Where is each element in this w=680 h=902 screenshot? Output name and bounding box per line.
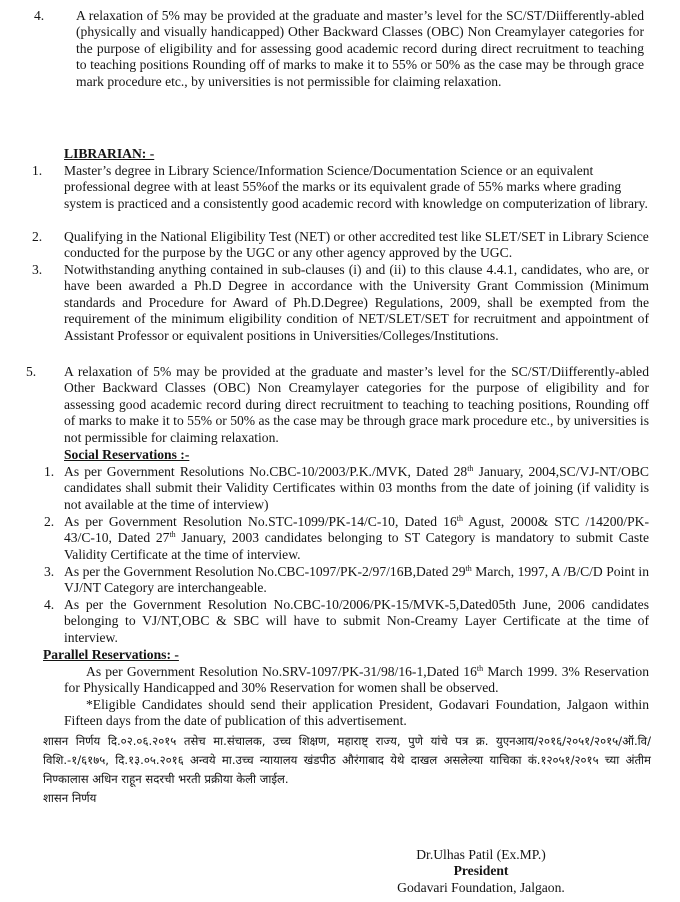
application-instructions: *Eligible Candidates should send their application President, Godavari Foundation, Jalgaon within Fifteen days from the date of publication of this advertisement.: [64, 697, 649, 729]
item-text: Notwithstanding anything contained in sub-clauses (i) and (ii) to this clause 4.4.1, candidates, who are, or have been awarded a Ph.D Degree in accordance with the University Grant Commission (Minimum standards and Procedure for Award of Ph.D.Degree) Regulations, 2009, shall be exempted from the requirement of the minimum eligibility condition of NET/SLET/SET for recruitment and appointment of Assistant Professor or equivalent positions in Universities/Colleges/Institutions.: [64, 262, 649, 343]
section-heading-social-reservations: Social Reservations :-: [64, 447, 190, 462]
item-number: 1.: [32, 163, 43, 178]
item-number: 1.: [44, 464, 55, 479]
item-text: As per Government Resolutions No.CBC-10/2003/P.K./MVK, Dated 28th January, 2004,SC/VJ-NT/OBC candidates shall submit their Validity Certificates within 03 months from the date of joining (if validity is not available at the time of interview): [64, 464, 649, 512]
section-heading-librarian: LIBRARIAN: -: [64, 146, 155, 161]
item-text: As per the Government Resolution No.CBC-1097/PK-2/97/16B,Dated 29th March, 1997, A /B/C/D Point in VJ/NT Category are interchangeable.: [64, 564, 650, 596]
item-number: 4.: [34, 8, 45, 23]
item-number: 5.: [26, 364, 37, 379]
signatory-title: President: [453, 863, 509, 879]
item-text: Qualifying in the National Eligibility Test (NET) or other accredited test like SLET/SET in Library Science conducted for the purpose by the UGC or any other agency approved by the UGC.: [64, 229, 649, 261]
signatory-name: Dr.Ulhas Patil (Ex.MP.): [416, 847, 546, 862]
item-number: 3.: [32, 262, 43, 277]
item-text: A relaxation of 5% may be provided at the graduate and master’s level for the SC/ST/Diifferently-abled (physically and visually handicapped) Other Backward Classes (OBC) Non Creamylayer categories for the purpose of eligibility and for assessing good academic record during direct recruitment to teaching to teaching positions Rounding off of marks to make it to 55% or 50% as the case may be through grace mark procedure etc., by universities is not permissible for claiming relaxation.: [76, 8, 644, 89]
marathi-footer-label: शासन निर्णय: [43, 791, 97, 805]
item-number: 2.: [32, 229, 43, 244]
item-text: A relaxation of 5% may be provided at the graduate and master’s level for the SC/ST/Diifferently-abled Other Backward Classes (OBC) Non Creamylayer categories for the purpose of eligibility and for assessing good academic record during direct recruitment to teaching to teaching positions, Rounding off of marks to make it to 55% or 50% as the case may be through grace mark procedure etc., by universities is not permissible for claiming relaxation.: [64, 364, 649, 445]
signature-block: [385, 847, 577, 896]
item-number: 4.: [44, 597, 55, 612]
section-heading-parallel-reservations: Parallel Reservations: -: [43, 647, 179, 662]
item-text: As per Government Resolution No.STC-1099/PK-14/C-10, Dated 16th Agust, 2000& STC /14200/PK-43/C-10, Dated 27th January, 2003 candidates belonging to ST Category is mandatory to submit Caste Validity Certificate at the time of interview.: [64, 514, 649, 562]
item-number: 3.: [44, 564, 55, 579]
item-number: 2.: [44, 514, 55, 529]
marathi-government-note: शासन निर्णय दि.०२.०६.२०१५ तसेच मा.संचालक, उच्च शिक्षण, महाराष्ट् राज्य, पुणे यांचे पत्र क्र. युएनआय/२०१६/२०५१/२०१५/ऑ.वि/विशि.-१/६१७५, दि.१३.०५.२०१६ अन्वये मा.उच्च न्यायालय खंडपीठ औरंगाबाद येथे दाखल असलेल्या याचिका कं.१२०५१/२०१५ च्या अंतीम निण्कालास अधिन राहून सदरची भरती प्रक्रीया केली जाईल.: [43, 734, 651, 786]
signatory-organization: Godavari Foundation, Jalgaon.: [397, 879, 565, 895]
item-text: As per the Government Resolution No.CBC-10/2006/PK-15/MVK-5,Dated05th June, 2006 candidates belonging to VJ/NT,OBC & SBC will have to submit Non-Creamy Layer Certificate at the time of interview.: [64, 597, 649, 645]
item-text: Master’s degree in Library Science/Information Science/Documentation Science or an equivalent professional degree with at least 55%of the marks or its equivalent grade of 55% marks where grading system is practiced and a consistently good academic record with knowledge on computerization of library.: [64, 163, 648, 211]
parallel-reservation-paragraph: As per Government Resolution No.SRV-1097/PK-31/98/16-1,Dated 16th March 1999. 3% Reservation for Physically Handicapped and 30% Reservation for women shall be observed.: [64, 664, 649, 696]
